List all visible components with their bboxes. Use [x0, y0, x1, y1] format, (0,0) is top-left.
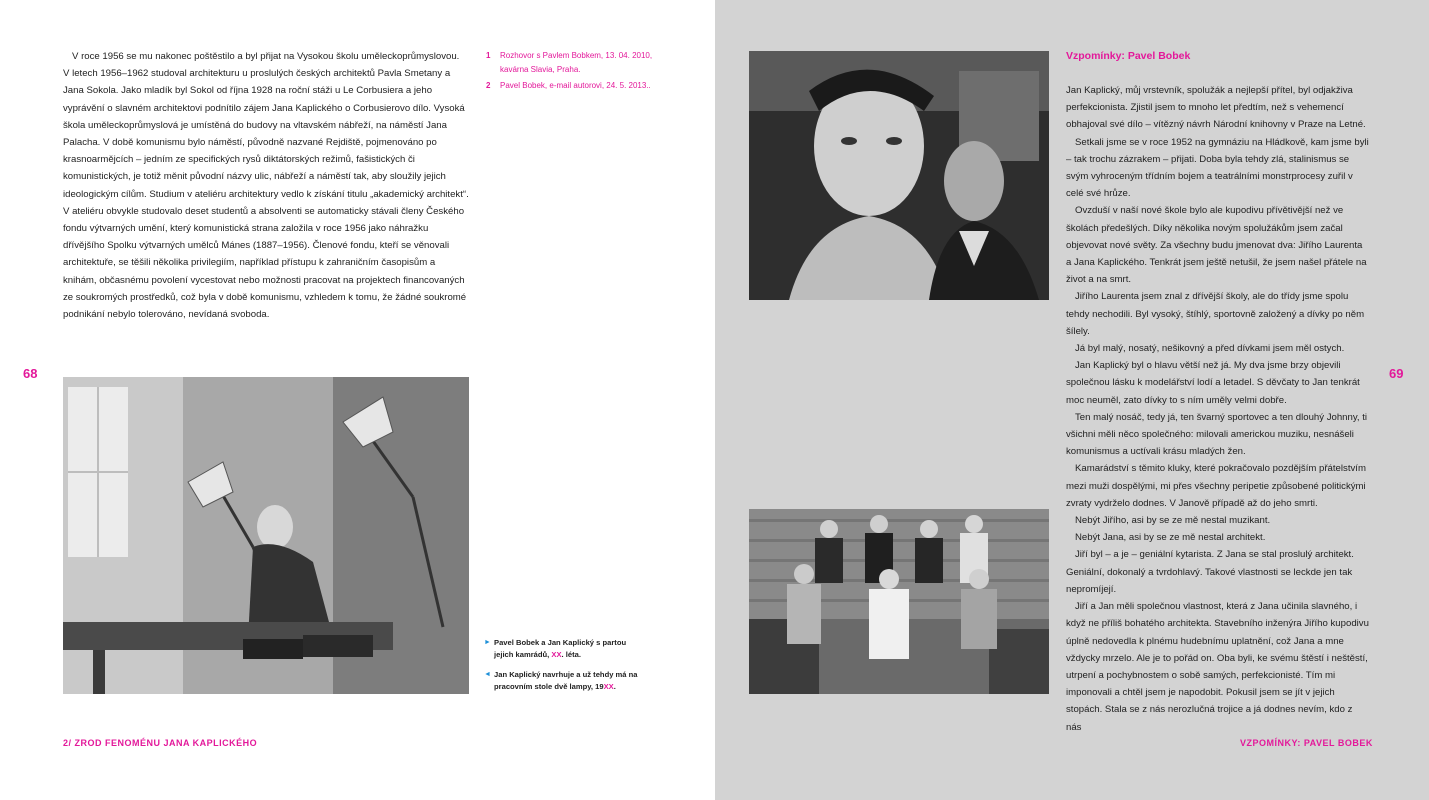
- caption-arrow-icon: ◄: [484, 671, 491, 678]
- body-paragraph: Ten malý nosáč, tedy já, ten švarný sportovec a ten dlouhý Johnny, ti všichni měli něco společného: milovali americkou muziku, nesnášeli komunismus a uctívali krásu mladých žen.: [1066, 411, 1368, 458]
- footnote-text: Pavel Bobek, e-mail autorovi, 24. 5. 2013..: [500, 81, 651, 90]
- photo-group-of-friends: [749, 509, 1049, 694]
- caption-highlight: XX: [603, 682, 614, 691]
- caption-text-end: . léta.: [561, 650, 581, 659]
- body-paragraph: Jiřího Laurenta jsem znal z dřívější školy, ale do třídy jsme spolu tehdy nechodili. Byl vysoký, štíhlý, sportovně založený a dívky po něm šílely.: [1066, 291, 1365, 337]
- caption-text-end: .: [613, 682, 616, 691]
- body-paragraph: Jiří a Jan měli společnou vlastnost, která z Jana učinila slavného, i když ne příliš bohatého architekta. Stavebního inženýra Jiřího kupodivu úplně nedovedla k plnému hudebnímu uplatnění, což Jana a mne vždycky mrzelo. Ale je to pořád on. Oba byli, ke svému štěstí i neštěstí, utrpení a pochybnostem o sobě samých, perfekcionisté. Tím mi imponovali a chtěl jsem je napodobit. Pokusil jsem se jít v jejich stopách. Stala se z nás nerozlučná trojice a já dodnes nevím, kdo z nás: [1066, 601, 1369, 733]
- body-paragraph: V roce 1956 se mu nakonec poštěstilo a byl přijat na Vysokou školu uměleckoprůmyslovou.: [72, 51, 460, 62]
- body-paragraph: Setkali jsme se v roce 1952 na gymnáziu na Hládkově, kam jsme byli – tak trochu zázrakem – přijati. Doba byla tehdy zlá, stalinismus se svým vyhroceným třídním bojem a teatrálními monstrprocesy zuřil v celé své hrůze.: [1066, 136, 1369, 200]
- footnote-text: Rozhovor s Pavlem Bobkem, 13. 04. 2010, kavárna Slavia, Praha.: [500, 51, 653, 74]
- page-number-right: 69: [1389, 366, 1404, 381]
- body-paragraph: Jan Kaplický byl o hlavu větší než já. My dva jsme brzy objevili společnou lásku k modelářství lodí a letadel. S děvčaty to Jan tenkrát moc neuměl, zato dívky to s ním uměly velmi dobře.: [1066, 360, 1360, 406]
- footnote-number: 2: [486, 81, 491, 90]
- caption-highlight: XX: [551, 650, 562, 659]
- photo-portrait-two-men: [749, 51, 1049, 300]
- body-paragraph: Nebýt Jana, asi by se ze mě nestal architekt.: [1075, 532, 1266, 544]
- right-body-text: [1066, 82, 1370, 736]
- body-paragraph: Jiří byl – a je – geniální kytarista. Z Jana se stal proslulý architekt. Geniální, dokonalý a tvrdohlavý. Takové vlastnosti se leckde jen tak nepromíjejí.: [1066, 549, 1354, 595]
- body-paragraph: Kamarádství s těmito kluky, které pokračovalo pozdějším přátelstvím mezi muži dospělými, mi přes všechny peripetie způsobené politickými zvraty vydrželo dodnes. V Janově případě až do jeho smrti.: [1066, 463, 1366, 509]
- caption: [484, 669, 644, 693]
- footnote-number: 1: [486, 51, 491, 60]
- body-paragraph: Ovzduší v naší nové škole bylo ale kupodivu přívětivější než ve školách předešlých. Díky několika novým spolužákům jsem začal objevovat nové světy. Za všechny budu jmenovat dva: Jiřího Laurenta a Jana Kaplického. Tenkrát jsem ještě netušil, že jsem našel přátele na život a na smrt.: [1066, 205, 1367, 286]
- body-paragraph: V letech 1956–1962 studoval architekturu u proslulých českých architektů Pavla Smetany a Jana Sokola. Jako mladík byl Sokol od října 1928 na roční stáži u Le Corbusiera a jeho vyprávění o slavném architektovi podnítilo zájem Jana Kaplického o Corbusierovo dílo. Vysoká škola uměleckoprůmyslová je umístěná do budovy na vltavském nábřeží, na náměstí Jana Palacha. V době komunismu bylo náměstí, původně nazvané Rejdiště, pojmenováno po krasnoarmějcích – jedním ze specifických rysů diktátorských režimů, fašistických či komunistických, je totiž měnit původní názvy ulic, nábřeží a náměstí tak, aby sloužily jejich ideologickým cílům. Studium v ateliéru architektury vedlo k získání titulu „akademický architekt“. V ateliéru obvykle studovalo deset studentů a absolventi se automaticky stávali členy Českého fondu výtvarných umění, který komunistická strana založila v roce 1956 jako náhražku dřívějšího Spolku výtvarných umělců Mánes (1887–1956). Členové fondu, kteří se věnovali architektuře, se těšili několika privilegiím, například přístupu k zahraničním časopisům a knihám, občasnému povolení vycestovat nebo možnosti pracovat na projektech financovaných ze soukromých prostředků, což byla v době komunismu, vzhledem k tomu, že žádné soukromé podnikání nebylo tolerováno, nevídaná svoboda.: [63, 68, 469, 321]
- running-footer-right: VZPOMÍNKY: PAVEL BOBEK: [1240, 738, 1373, 748]
- caption-arrow-icon: ►: [484, 639, 491, 646]
- page-number-left: 68: [23, 366, 38, 381]
- body-paragraph: Já byl malý, nosatý, nešikovný a před dívkami jsem měl ostych.: [1075, 343, 1345, 355]
- footnote: [486, 49, 666, 77]
- caption: [484, 637, 644, 661]
- photo-kaplicky-at-desk: [63, 377, 469, 694]
- caption-text: Jan Kaplický navrhuje a už tehdy má na pracovním stole dvě lampy, 19: [494, 670, 638, 691]
- photo-captions: [484, 637, 644, 701]
- footnote: [486, 79, 666, 93]
- caption-text: Pavel Bobek a Jan Kaplický s partou jejich kamrádů,: [494, 638, 627, 659]
- running-footer-left: 2/ ZROD FENOMÉNU JANA KAPLICKÉHO: [63, 738, 258, 748]
- body-paragraph: Nebýt Jiřího, asi by se ze mě nestal muzikant.: [1075, 515, 1271, 527]
- left-body-text: [63, 48, 471, 323]
- footnotes: [486, 49, 666, 95]
- section-title: Vzpomínky: Pavel Bobek: [1066, 50, 1191, 62]
- body-paragraph: Jan Kaplický, můj vrstevník, spolužák a nejlepší přítel, byl odjakživa perfekcionista. Zjistil jsem to mnoho let předtím, než s vehemencí obhajoval své dílo – vítězný návrh Národní knihovny v Praze na Letné.: [1066, 85, 1366, 131]
